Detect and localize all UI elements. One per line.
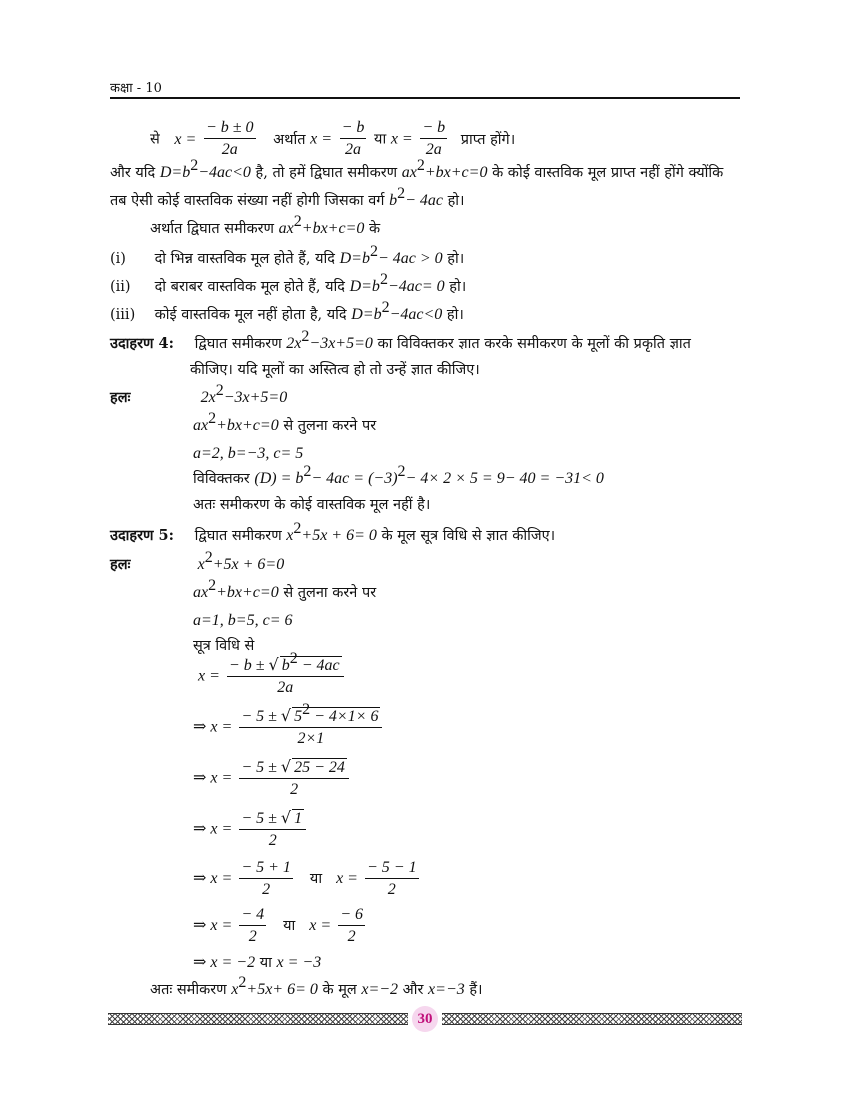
formula-step: x = $\frac{- b \pm √ b^2 - 4ac}{2a}$ <box>198 655 347 699</box>
solution-line: $ax^2+bx+c=0$ से तुलना करने पर <box>193 577 377 601</box>
solution-line: a=2, b=−3, c= 5 <box>193 445 304 462</box>
example-label: उदाहरण 4: <box>110 335 175 352</box>
fraction: $\frac{- 4}{2}$ <box>241 906 265 945</box>
solution-line: अतः समीकरण के कोई वास्तविक मूल नहीं है। <box>193 497 431 513</box>
paragraph-line: और यदि $D=b^2-4ac<0$ है, तो हमें द्विघात समीकरण $ax^2+bx+c=0$ के कोई वास्तविक मूल प्राप्त नहीं होंगे क्योंकि <box>110 157 724 181</box>
list-item: (i) दो भिन्न वास्तविक मूल होते हैं, यदि $D=b^2- 4ac > 0$ हो। <box>110 243 465 267</box>
solution-line: हलः $x^2+5x + 6=0$ <box>110 549 285 573</box>
formula-step: ⇒ x = $\frac{- 5 \pm √ 1}{2}$ <box>193 808 309 852</box>
solution-line: a=1, b=5, c= 6 <box>193 612 293 629</box>
summary-intro: अर्थात द्विघात समीकरण $ax^2+bx+c=0$ के <box>150 213 381 237</box>
list-item: (ii) दो बराबर वास्तविक मूल होते हैं, यदि $D=b^2-4ac= 0$ हो। <box>110 271 467 295</box>
formula-step: ⇒ x = $\frac{- 5 \pm √ 5^2 - 4\times 1\times 6}{2\times 1}$ <box>193 706 385 750</box>
fraction: $\frac{- b}{2a}$ <box>341 119 365 158</box>
example-4-question: उदाहरण 4: द्विघात समीकरण $2x^2-3x+5=0$ का विविक्तकर ज्ञात करके समीकरण के मूलों की प्रकृति ज्ञात <box>110 328 691 352</box>
solution-line: हलः $2x^2-3x+5=0$ <box>110 382 288 406</box>
formula-step: ⇒ x = $\frac{- 4}{2}$ या x = $\frac{- 6}{2}$ <box>193 905 368 948</box>
paragraph-line: तब ऐसी कोई वास्तविक संख्या नहीं होगी जिसका वर्ग $b^2- 4ac$ हो। <box>110 185 465 209</box>
fraction: $\frac{- b \pm √ b^2 - 4ac}{2a}$ <box>227 655 344 699</box>
fraction: $\frac{- 5 + 1}{2}$ <box>241 859 291 898</box>
solution-line: सूत्र विधि से <box>193 638 255 654</box>
formula-step: ⇒ x = −2 या x = −3 <box>193 954 322 971</box>
fraction: $\frac{- 6}{2}$ <box>340 906 363 945</box>
solution-label: हलः <box>110 556 131 573</box>
roots-equal-line: से x = $\frac{- b \pm 0}{2a}$ अर्थात x = $\frac{- b}{2a}$ या x = $\frac{- b}{2a}$ प्राप्त होंगे। <box>150 118 515 161</box>
formula-step: ⇒ x = $\frac{- 5 + 1}{2}$ या x = $\frac{- 5 - 1}{2}$ <box>193 858 422 901</box>
list-item: (iii) कोई वास्तविक मूल नहीं होता है, यदि $D=b^2-4ac<0$ हो। <box>110 299 464 323</box>
example-4-question-cont: कीजिए। यदि मूलों का अस्तित्व हो तो उन्हें ज्ञात कीजिए। <box>190 362 480 378</box>
fraction: $\frac{- 5 \pm √ 5^2 - 4\times 1\times 6}{2\times 1}$ <box>239 706 382 750</box>
footer-border-right <box>442 1013 742 1025</box>
page-number: 30 <box>412 1006 438 1032</box>
fraction: $\frac{- b \pm 0}{2a}$ <box>205 119 254 158</box>
solution-label: हलः <box>110 389 131 406</box>
fraction: $\frac{- 5 \pm √ 1}{2}$ <box>239 808 306 852</box>
example-5-question: उदाहरण 5: द्विघात समीकरण $x^2+5x + 6= 0$ के मूल सूत्र विधि से ज्ञात कीजिए। <box>110 520 556 544</box>
footer-border-left <box>108 1013 408 1025</box>
fraction: $\frac{- 5 \pm √ 25 - 24}{2}$ <box>239 757 349 801</box>
formula-step: ⇒ x = $\frac{- 5 \pm √ 25 - 24}{2}$ <box>193 757 352 801</box>
example-label: उदाहरण 5: <box>110 527 175 544</box>
header-rule <box>110 97 740 99</box>
fraction: $\frac{- 5 - 1}{2}$ <box>366 859 417 898</box>
fraction: $\frac{- b}{2a}$ <box>422 119 446 158</box>
solution-line: $ax^2+bx+c=0$ से तुलना करने पर <box>193 410 377 434</box>
solution-line: विविक्तकर $(D) = b^2- 4ac = (-3)^2- 4\times 2 \times 5 = 9- 40 = -31< 0$ <box>193 463 604 487</box>
conclusion-line: अतः समीकरण $x^2+5x+ 6= 0$ के मूल x=−2 और x=−3 हैं। <box>150 974 483 998</box>
class-label: कक्षा - 10 <box>110 81 162 96</box>
